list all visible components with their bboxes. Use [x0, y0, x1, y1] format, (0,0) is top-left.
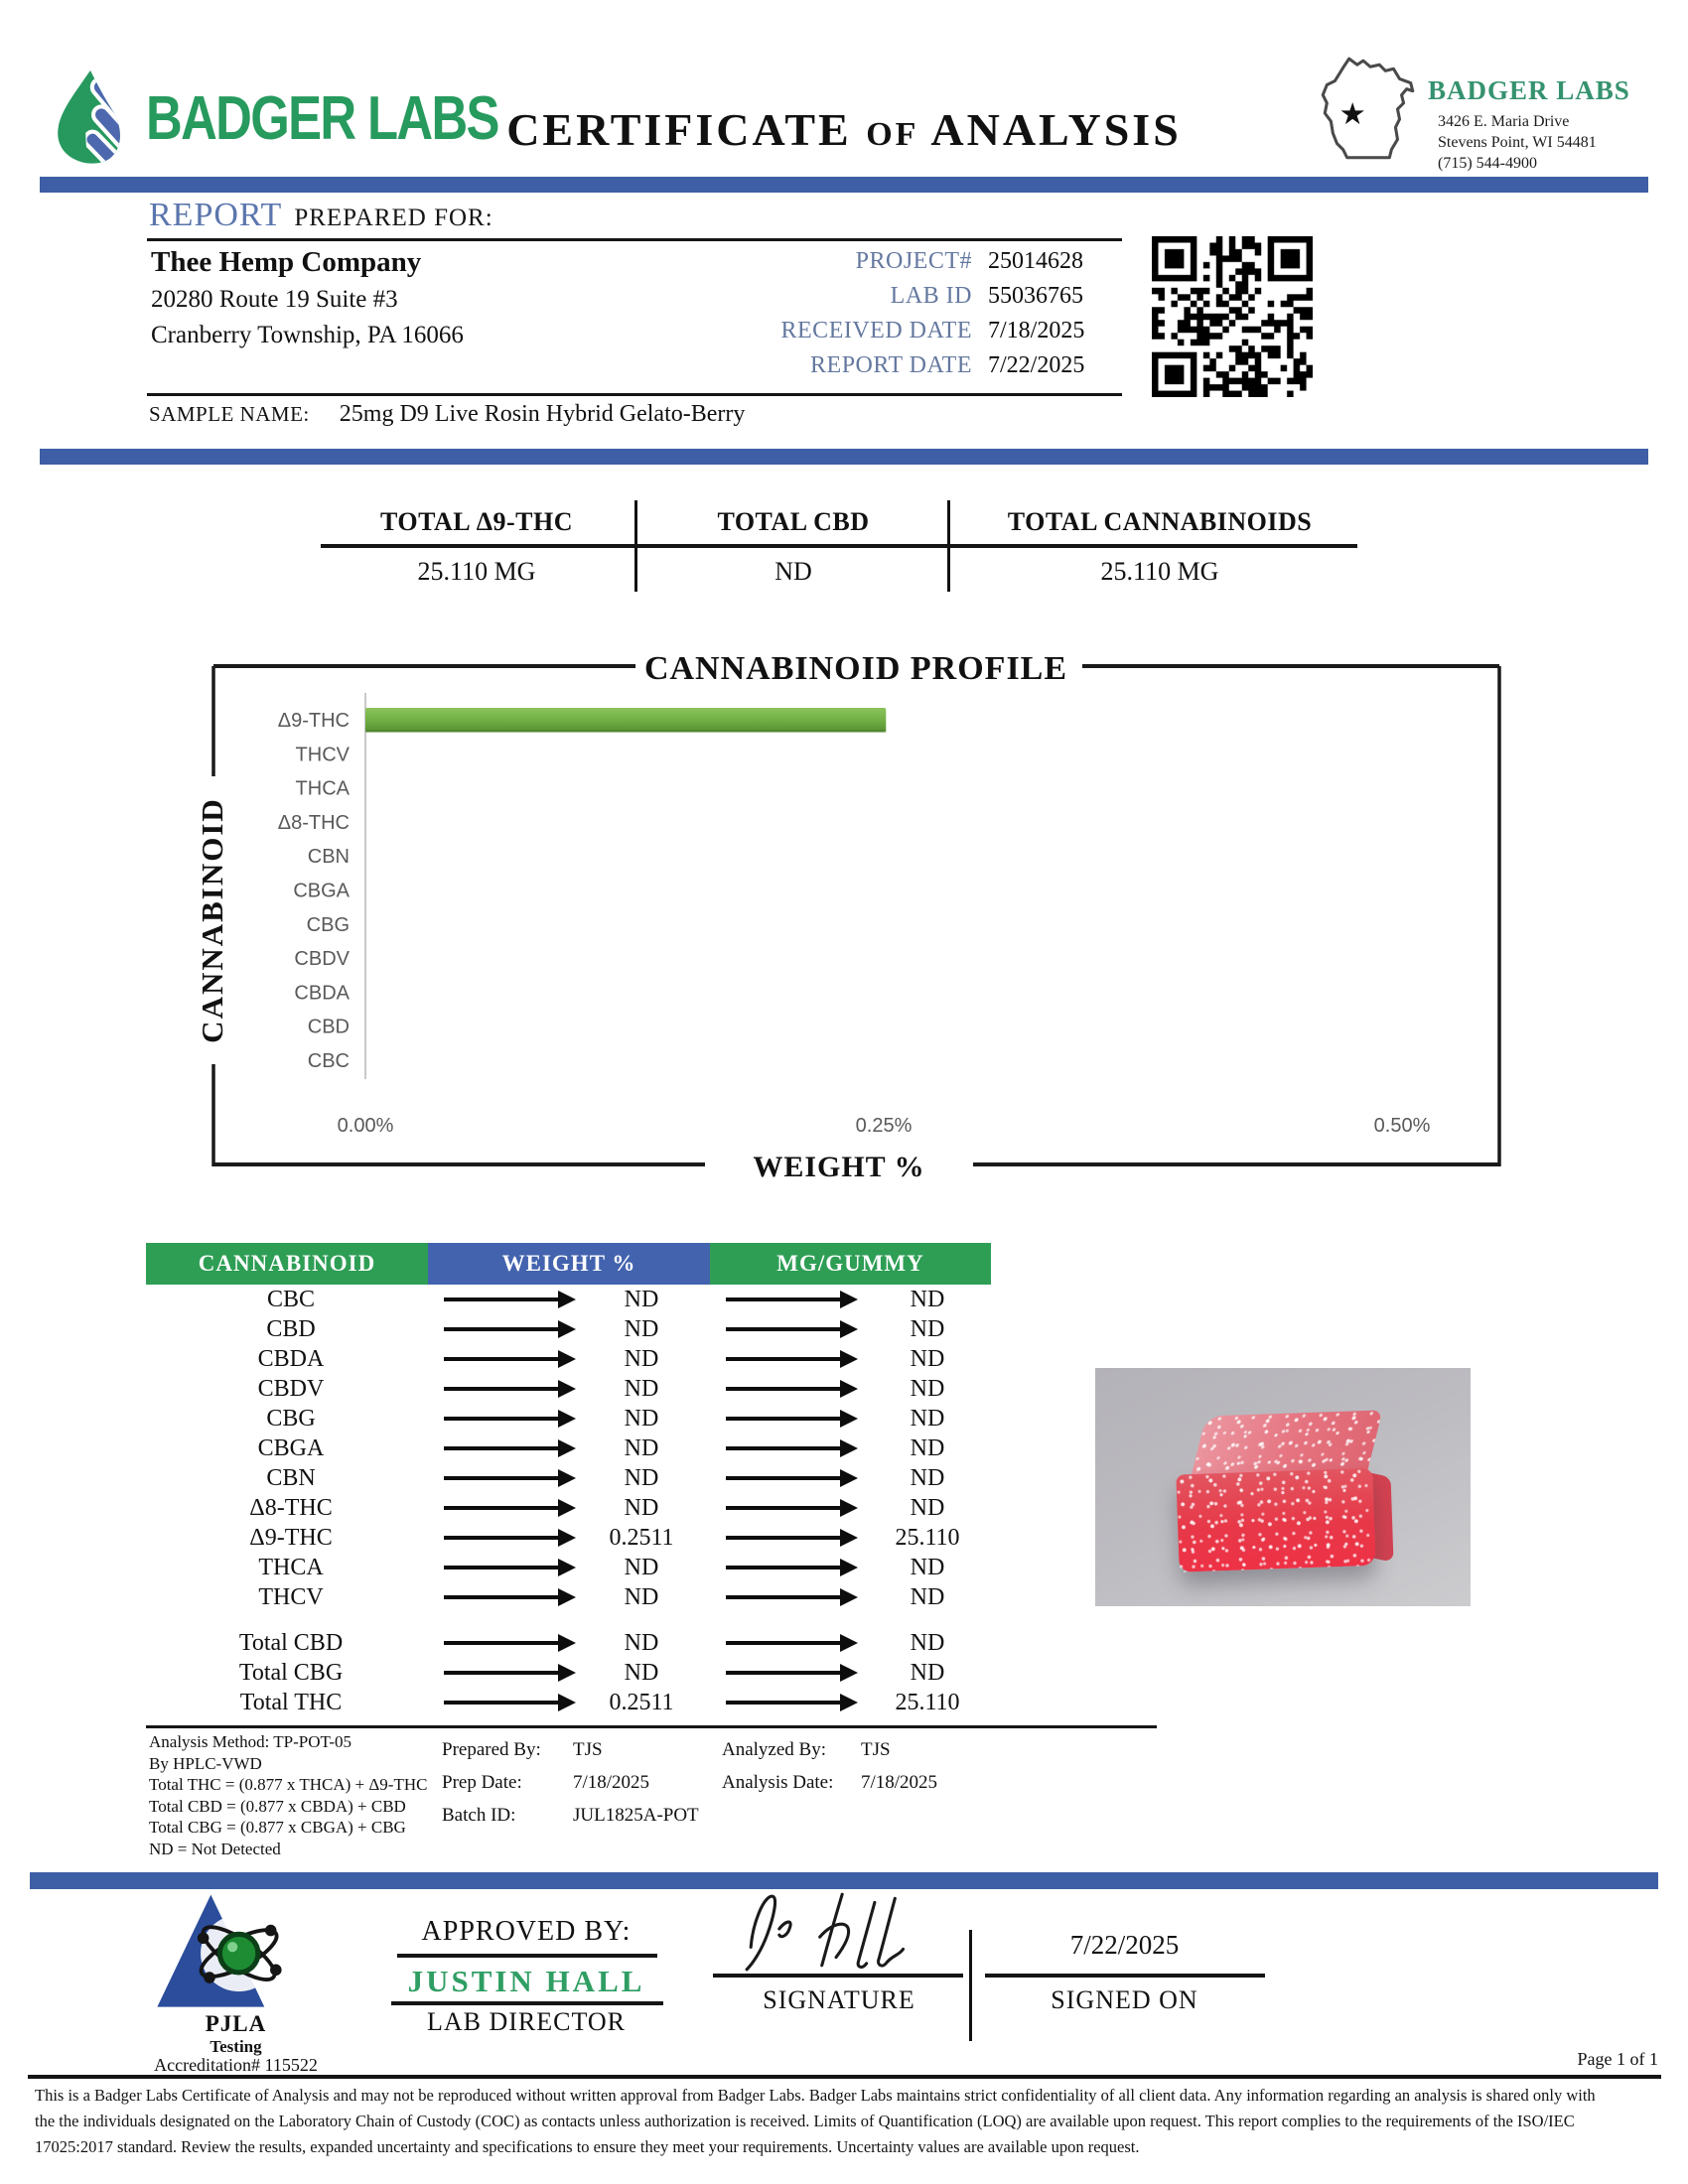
weight-percent-value: 0.2511 [609, 1524, 674, 1551]
lab-address-line2: Stevens Point, WI 54481 [1438, 134, 1597, 151]
client-company-name: Thee Hemp Company [151, 246, 422, 278]
arrow-icon [444, 1536, 559, 1540]
arrow-icon [444, 1506, 559, 1510]
table-header-weight: WEIGHT % [428, 1243, 710, 1285]
mg-per-gummy-value: ND [910, 1315, 945, 1342]
report-date-row: REPORT DATE 7/22/2025 [810, 352, 1085, 378]
svg-text:CBG: CBG [306, 913, 350, 936]
arrow-icon [726, 1357, 841, 1361]
cannabinoid-name: Total CBG [238, 1659, 344, 1686]
table-row [146, 1344, 945, 1374]
mg-per-gummy-value: ND [910, 1629, 945, 1656]
cannabinoid-name: CBDV [257, 1375, 325, 1402]
lab-address [1438, 111, 1597, 174]
mg-per-gummy-value: 25.110 [895, 1689, 960, 1715]
svg-text:WEIGHT %: WEIGHT % [753, 1151, 925, 1183]
cannabinoid-name: CBN [266, 1464, 316, 1491]
table-spacer [146, 1612, 945, 1628]
method-note-line: Total THC = (0.877 x THCA) + Δ9-THC [149, 1775, 428, 1794]
wisconsin-state-icon [1313, 52, 1424, 178]
table-row [146, 1463, 945, 1493]
mg-per-gummy-value: ND [910, 1554, 945, 1580]
analysis-method-notes [149, 1731, 427, 1859]
signature-label: SIGNATURE [763, 1985, 915, 2014]
lab-id-row: LAB ID 55036765 [890, 283, 1083, 309]
method-note-line: By HPLC-VWD [149, 1753, 262, 1773]
client-address-line1: 20280 Route 19 Suite #3 [151, 286, 398, 313]
svg-text:CANNABINOID: CANNABINOID [195, 797, 229, 1043]
arrow-icon [726, 1506, 841, 1510]
pjla-accreditation-number: Accreditation# 115522 [154, 2055, 318, 2075]
weight-percent-value: ND [624, 1494, 659, 1521]
weight-percent-value: ND [624, 1464, 659, 1491]
footer-rule [28, 2075, 1661, 2079]
notes-top-rule [146, 1725, 1157, 1728]
sample-name-value: 25mg D9 Live Rosin Hybrid Gelato-Berry [339, 401, 746, 427]
signed-on-label: SIGNED ON [1051, 1985, 1198, 2014]
signature-line [713, 1974, 963, 1978]
mg-per-gummy-value: 25.110 [895, 1524, 960, 1551]
arrow-icon [444, 1476, 559, 1480]
svg-text:CBGA: CBGA [293, 880, 350, 902]
analyzed-by-block: Analyzed By: TJS Analysis Date: 7/18/2025 [722, 1738, 938, 1793]
mg-per-gummy-value: ND [910, 1286, 945, 1312]
method-note-line: Analysis Method: TP-POT-05 [149, 1732, 352, 1751]
arrow-icon [726, 1446, 841, 1450]
badger-labs-leaf-icon [45, 68, 136, 169]
arrow-icon [726, 1476, 841, 1480]
document-title: CERTIFICATE OF ANALYSIS [506, 104, 1182, 155]
mg-per-gummy-value: ND [910, 1405, 945, 1432]
pjla-testing-label: Testing [210, 2037, 262, 2056]
table-row [146, 1404, 945, 1433]
arrow-icon [444, 1327, 559, 1331]
cannabinoid-name: CBG [266, 1405, 316, 1432]
svg-text:0.00%: 0.00% [337, 1115, 394, 1137]
weight-percent-value: ND [624, 1583, 659, 1610]
table-row [146, 1688, 960, 1717]
approver-name: JUSTIN HALL [407, 1964, 645, 1998]
totals-rule [321, 544, 1357, 548]
svg-text:THCV: THCV [295, 744, 350, 766]
table-row [146, 1493, 945, 1523]
svg-text:CBC: CBC [307, 1050, 350, 1072]
cannabinoid-name: CBGA [257, 1434, 325, 1461]
weight-percent-value: ND [624, 1629, 659, 1656]
svg-text:CANNABINOID PROFILE: CANNABINOID PROFILE [643, 650, 1068, 687]
svg-text:0.50%: 0.50% [1373, 1115, 1431, 1137]
signed-on-date: 7/22/2025 [1069, 1930, 1180, 1960]
svg-text:Δ9-THC: Δ9-THC [277, 710, 350, 732]
table-row [146, 1582, 945, 1612]
star-icon: ★ [1338, 97, 1366, 132]
table-row [146, 1553, 945, 1582]
gummy-cube [1174, 1410, 1389, 1573]
signature-graphic [710, 1884, 958, 1976]
disclaimer-text: This is a Badger Labs Certificate of Analysis and may not be reproduced without written approval from Badger Labs. Badger Labs maintains strict confidentiality of all client data. Any information regarding an analysis is shared only with the the individuals designated on the Laboratory Chain of Custody (COC) as contacts unless authorization is received. Limits of Quantification (LOQ) are available upon request. This report complies to the requirements of the ISO/IEC 17025:2017 standard. Review the results, expanded uncertainty and specifications to ensure they meet your requirements. Uncertainty values are available upon request. [35, 2086, 1596, 2156]
heading-underline [147, 238, 1122, 241]
arrow-icon [444, 1671, 559, 1675]
mg-per-gummy-value: ND [910, 1345, 945, 1372]
svg-text:CBN: CBN [307, 846, 350, 869]
mg-per-gummy-value: ND [910, 1583, 945, 1610]
arrow-icon [726, 1327, 841, 1331]
svg-text:CBD: CBD [307, 1016, 350, 1038]
arrow-icon [726, 1701, 841, 1705]
brand-wordmark: BADGER LABS [146, 83, 498, 153]
cannabinoid-name: CBDA [257, 1345, 325, 1372]
lab-name: BADGER LABS [1428, 75, 1630, 105]
arrow-icon [726, 1566, 841, 1570]
table-header-cannabinoid: CANNABINOID [146, 1243, 428, 1285]
weight-percent-value: ND [624, 1286, 659, 1312]
weight-percent-value: ND [624, 1554, 659, 1580]
arrow-icon [726, 1671, 841, 1675]
cannabinoid-name: THCV [258, 1583, 324, 1610]
weight-percent-value: 0.2511 [609, 1689, 674, 1715]
arrow-icon [726, 1536, 841, 1540]
arrow-icon [726, 1417, 841, 1421]
arrow-icon [444, 1595, 559, 1599]
weight-percent-value: ND [624, 1315, 659, 1342]
mg-per-gummy-value: ND [910, 1434, 945, 1461]
lab-address-line1: 3426 E. Maria Drive [1438, 113, 1570, 130]
table-row [146, 1314, 945, 1344]
weight-percent-value: ND [624, 1345, 659, 1372]
weight-percent-value: ND [624, 1434, 659, 1461]
mg-per-gummy-value: ND [910, 1375, 945, 1402]
table-row [146, 1285, 945, 1314]
approved-by-label: APPROVED BY: [421, 1916, 632, 1947]
arrow-icon [444, 1566, 559, 1570]
arrow-icon [726, 1641, 841, 1645]
arrow-icon [444, 1357, 559, 1361]
cannabinoid-name: Δ8-THC [249, 1494, 333, 1521]
svg-text:THCA: THCA [295, 777, 350, 800]
page-number: Page 1 of 1 [1577, 2049, 1658, 2069]
table-row [146, 1658, 945, 1688]
arrow-icon [444, 1641, 559, 1645]
approver-role: LAB DIRECTOR [426, 2007, 627, 2036]
received-date-row: RECEIVED DATE 7/18/2025 [780, 318, 1085, 343]
gummy-product-photo [1095, 1368, 1471, 1606]
method-note-line: Total CBG = (0.877 x CBGA) + CBG [149, 1818, 406, 1837]
table-header-mg-gummy: MG/GUMMY [710, 1243, 991, 1285]
arrow-icon [444, 1417, 559, 1421]
arrow-icon [726, 1595, 841, 1599]
project-number-row: PROJECT# 25014628 [855, 248, 1083, 274]
total-cannabinoids-value: 25.110 MG [1100, 557, 1219, 586]
arrow-icon [444, 1446, 559, 1450]
svg-text:Δ8-THC: Δ8-THC [277, 811, 350, 834]
svg-text:CBDV: CBDV [294, 948, 350, 971]
divider-bar-top [40, 177, 1648, 193]
report-prepared-for-heading: REPORT PREPARED FOR: [149, 197, 493, 233]
pjla-name: PJLA [205, 2011, 267, 2036]
table-row [146, 1433, 945, 1463]
mg-per-gummy-value: ND [910, 1659, 945, 1686]
arrow-icon [726, 1297, 841, 1301]
table-row [146, 1628, 945, 1658]
svg-text:0.25%: 0.25% [855, 1115, 913, 1137]
divider-bar-2 [40, 449, 1648, 465]
table-row [146, 1523, 960, 1553]
results-table-body [146, 1285, 960, 1717]
sample-name-label: SAMPLE NAME: [149, 402, 310, 426]
total-d9thc-value: 25.110 MG [417, 557, 536, 586]
cannabinoid-name: CBC [266, 1286, 316, 1312]
pjla-accreditation-logo [147, 1892, 326, 2013]
arrow-icon [726, 1387, 841, 1391]
method-note-line: ND = Not Detected [149, 1839, 281, 1858]
client-address-line2: Cranberry Township, PA 16066 [151, 322, 464, 348]
mg-per-gummy-value: ND [910, 1464, 945, 1491]
sample-divider-line [147, 393, 1122, 396]
arrow-icon [444, 1701, 559, 1705]
sample-name-row [149, 401, 745, 428]
table-row [146, 1374, 945, 1404]
cannabinoid-name: CBD [266, 1315, 316, 1342]
signed-on-line [985, 1974, 1265, 1978]
cannabinoid-name: Total CBD [238, 1629, 344, 1656]
signature-date-divider [969, 1930, 972, 2041]
approver-name-underline [391, 2001, 663, 2005]
approved-by-underline [397, 1954, 657, 1958]
total-cbd-header: TOTAL CBD [717, 507, 870, 536]
total-cbd-value: ND [774, 557, 812, 586]
qr-code [1152, 236, 1313, 397]
svg-text:CBDA: CBDA [294, 982, 350, 1005]
mg-per-gummy-value: ND [910, 1494, 945, 1521]
lab-phone: (715) 544-4900 [1438, 155, 1537, 172]
weight-percent-value: ND [624, 1659, 659, 1686]
arrow-icon [444, 1387, 559, 1391]
weight-percent-value: ND [624, 1375, 659, 1402]
report-meta-fields [596, 244, 1137, 383]
cannabinoid-name: Δ9-THC [249, 1524, 333, 1551]
cannabinoid-profile-chart [0, 635, 1688, 1206]
weight-percent-value: ND [624, 1405, 659, 1432]
cannabinoid-name: THCA [258, 1554, 324, 1580]
cannabinoid-name: Total THC [239, 1689, 343, 1715]
arrow-icon [444, 1297, 559, 1301]
prepared-by-block: Prepared By: TJS Prep Date: 7/18/2025 Batch ID: JUL1825A-POT [442, 1738, 699, 1826]
total-cannabinoids-header: TOTAL CANNABINOIDS [1007, 507, 1313, 536]
method-note-line: Total CBD = (0.877 x CBDA) + CBD [149, 1796, 406, 1816]
total-d9thc-header: TOTAL Δ9-THC [380, 507, 573, 536]
